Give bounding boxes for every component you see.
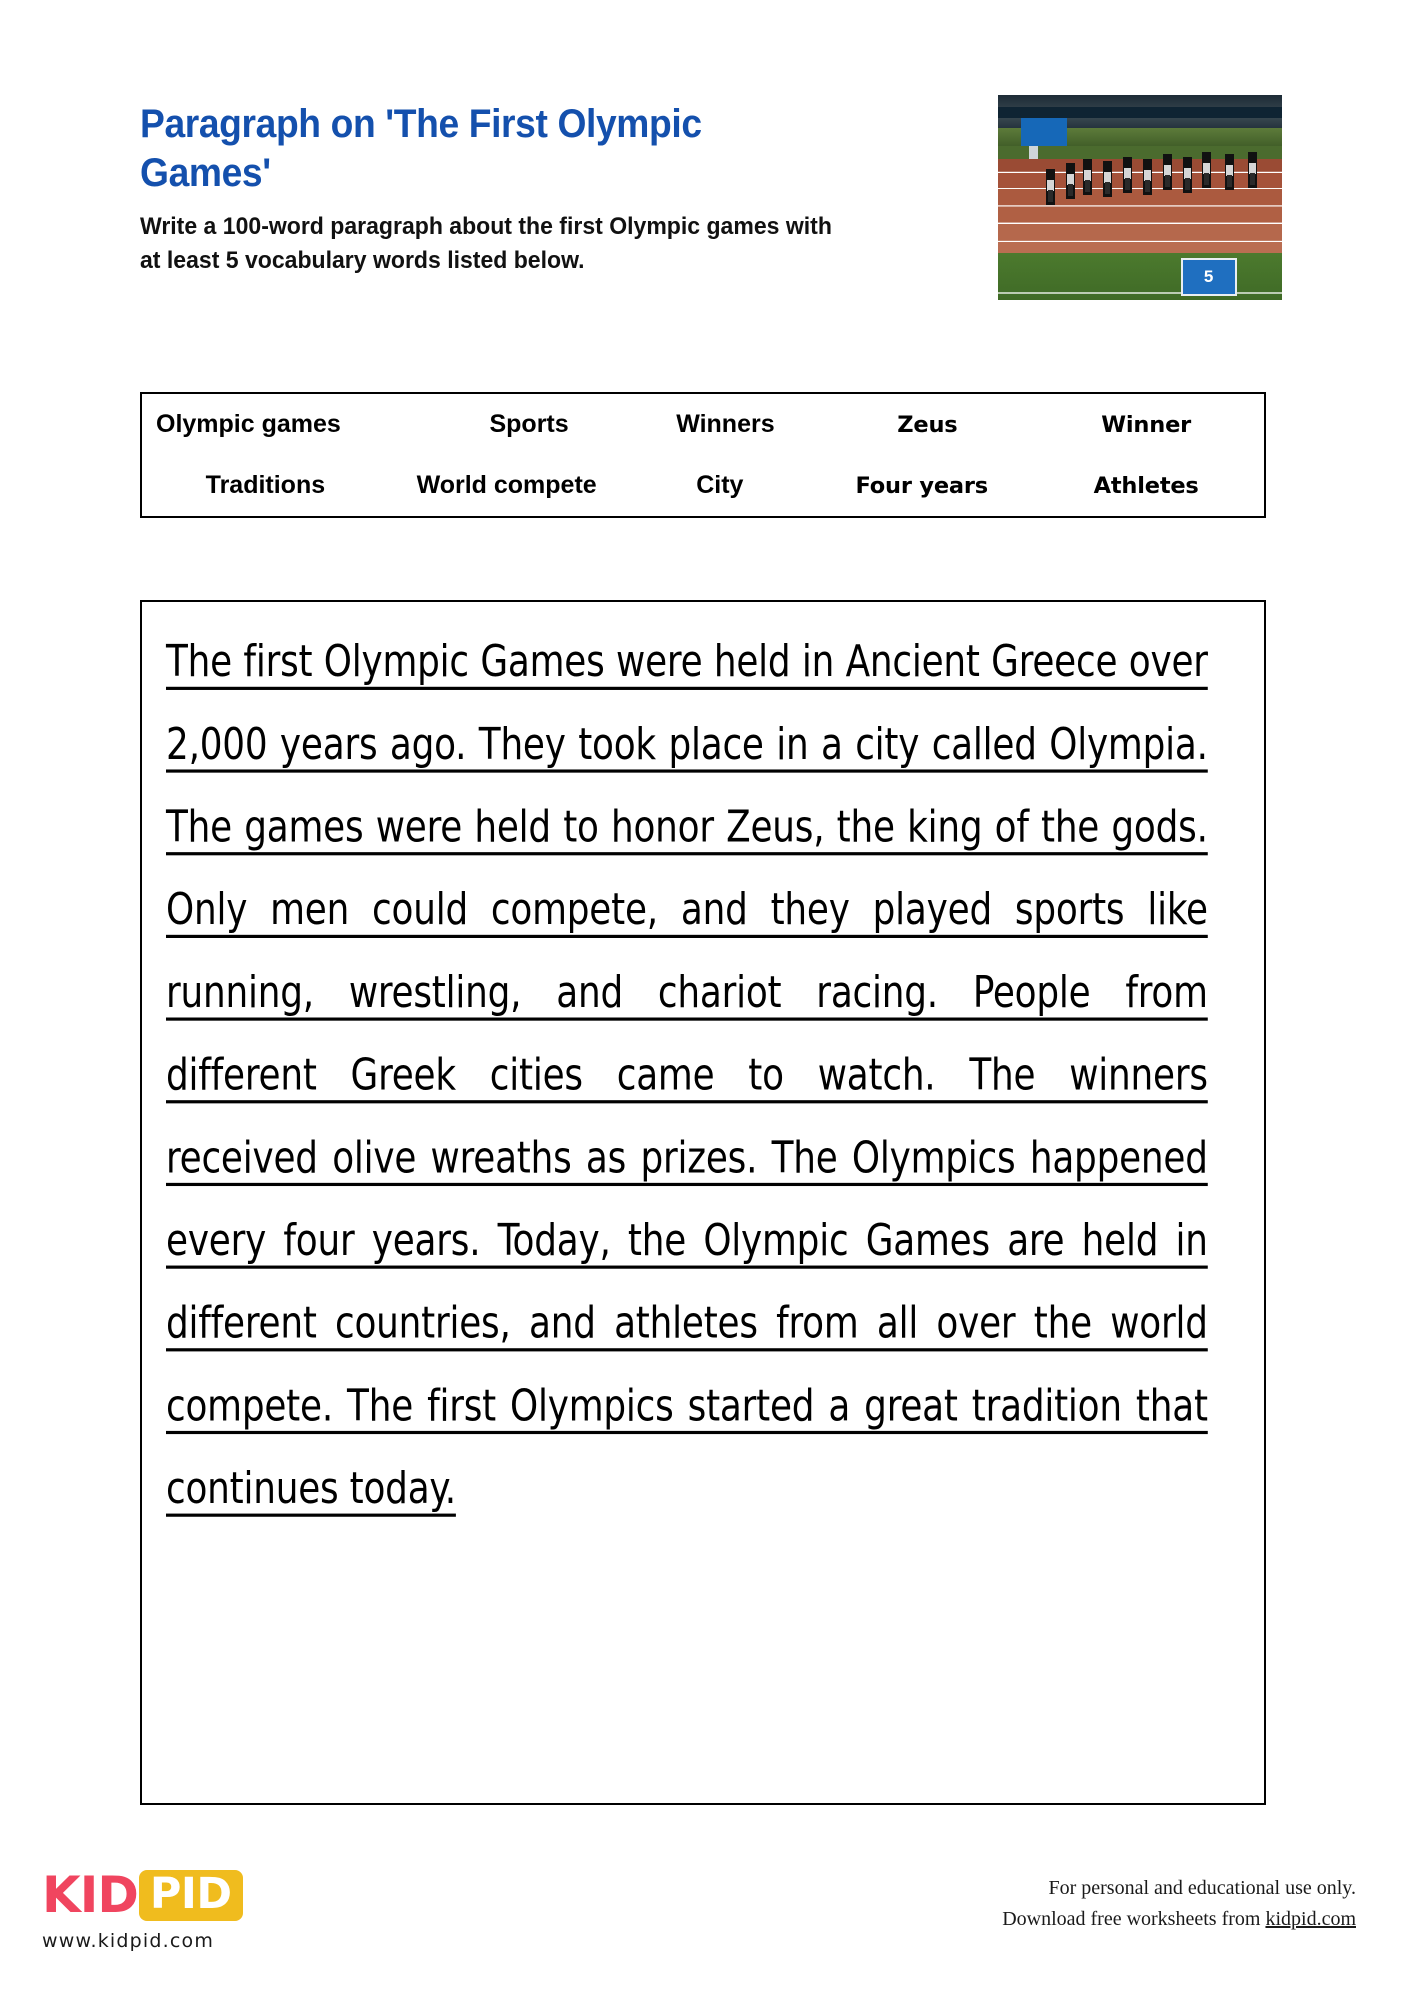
- vocab-word: Zeus: [897, 411, 958, 438]
- vocab-word: Traditions: [205, 471, 326, 499]
- runner-figure: [1202, 152, 1211, 188]
- footer-note-line-1: For personal and educational use only.: [1048, 1877, 1356, 1899]
- runner-figure: [1046, 169, 1055, 205]
- logo-pid-badge: PID: [139, 1870, 243, 1921]
- photo-stand-shadow: [998, 107, 1282, 117]
- logo-kid-text: KID: [42, 1866, 138, 1924]
- photo-infield: [998, 253, 1282, 300]
- runner-figure: [1143, 159, 1152, 195]
- vocabulary-row: [142, 394, 1264, 455]
- olympic-track-race-photo: [998, 95, 1282, 300]
- runner-figure: [1103, 161, 1112, 197]
- vocab-word: World compete: [416, 471, 597, 499]
- vocab-word: Sports: [489, 410, 569, 438]
- footer-notes: [1002, 1873, 1356, 1935]
- footer-note-line-2: [1002, 1904, 1356, 1935]
- instruction-text: Write a 100-word paragraph about the first Olympic games with at least 5 vocabulary words listed below.: [140, 212, 832, 274]
- lane-marker: 5: [1181, 258, 1237, 296]
- vocab-word: Four years: [855, 472, 988, 499]
- runner-figure: [1163, 154, 1172, 190]
- logo-mark: [42, 1867, 302, 1923]
- page-footer: [0, 1845, 1414, 2000]
- page-title: Paragraph on 'The First Olympic Games': [140, 102, 702, 195]
- runner-figure: [1083, 159, 1092, 195]
- answer-paragraph: The first Olympic Games were held in Ancient Greece over 2,000 years ago. They took place in a city called Olympia. The games were held to honor Zeus, the king of the gods. Only men could compete, and they played sports like running, wrestling, and chariot racing. People from different Greek cities came to watch. The winners received olive wreaths as prizes. The Olympics happened every four years. Today, the Olympic Games are held in different countries, and athletes from all over the world compete. The first Olympics started a great tradition that continues today.: [166, 635, 1208, 1514]
- vocabulary-box: [140, 392, 1266, 518]
- runner-figure: [1225, 154, 1234, 190]
- runner-figure: [1066, 163, 1075, 199]
- header-text-block: [140, 100, 870, 278]
- photo-running-track: [998, 159, 1282, 255]
- logo-url-text: www.kidpid.com: [42, 1930, 215, 1952]
- photo-banner: [1021, 118, 1067, 146]
- vocab-word: Winner: [1101, 411, 1192, 438]
- kidpid-logo[interactable]: [42, 1867, 302, 1952]
- runner-figure: [1123, 157, 1132, 193]
- vocabulary-row: [142, 455, 1264, 516]
- runner-figure: [1183, 157, 1192, 193]
- vocab-word: Olympic games: [156, 410, 341, 438]
- answer-box[interactable]: [140, 600, 1266, 1805]
- kidpid-link[interactable]: kidpid.com: [1265, 1908, 1356, 1930]
- vocab-word: Athletes: [1093, 472, 1199, 499]
- runner-figure: [1248, 152, 1257, 188]
- vocab-word: City: [696, 471, 744, 499]
- vocab-word: Winners: [676, 410, 775, 438]
- footer-note-prefix: Download free worksheets from: [1002, 1908, 1266, 1930]
- photo-infield-line: [998, 292, 1282, 294]
